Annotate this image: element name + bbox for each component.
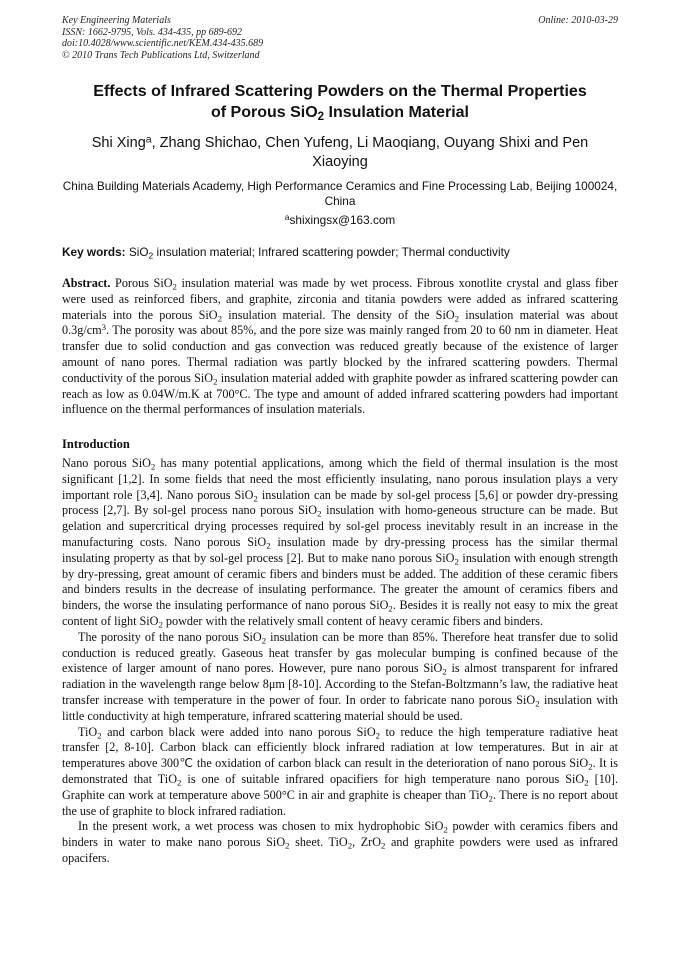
text-run: The porosity of the nano porous SiO bbox=[78, 629, 262, 644]
text-run: a bbox=[145, 134, 152, 146]
text-run: 2 bbox=[381, 840, 386, 851]
paragraph bbox=[62, 819, 618, 866]
text-run: is one of suitable infrared opacifiers for high temperature nano porous SiO bbox=[181, 771, 585, 786]
text-run: 2 bbox=[177, 777, 182, 788]
text-run: insulation material added with graphite powder as infrared scattering powder can reach as low as 0.04W/m.K at 700°C. The type and amount of added infrared scattering powders had important influence on the thermal performances of insulation materials. bbox=[62, 370, 618, 417]
text-run: 2 bbox=[261, 635, 267, 646]
text-run: . It is demonstrated that TiO bbox=[62, 756, 618, 786]
text-run: 2 bbox=[347, 840, 353, 851]
text-run: and graphite powders were used as infrared opacifers. bbox=[62, 835, 618, 865]
text-run: to reduce the high temperature radiative heat transfer [2, 8-10]. Carbon black can efficiently block infrared radiation at low temperatures. But in air at temperatures above 300℃ the oxidation of carbon black can result in the deterioration of nano porous SiO bbox=[62, 724, 618, 771]
title-line-2 bbox=[62, 102, 618, 123]
text-run: 2 bbox=[285, 840, 290, 851]
text-run: 2 bbox=[150, 461, 156, 472]
text-run: insulation material. The density of the SiO bbox=[222, 307, 455, 322]
abstract-label: Abstract. bbox=[62, 276, 111, 290]
text-run: 2 bbox=[535, 698, 540, 709]
text-run: Nano porous SiO bbox=[62, 456, 151, 470]
introduction-body bbox=[62, 456, 618, 867]
text-run: 2 bbox=[454, 556, 459, 567]
text-run: of Porous SiO bbox=[211, 104, 318, 121]
doi-line: doi:10.4028/www.scientific.net/KEM.434-435.689 bbox=[62, 38, 264, 50]
text-run: 2 bbox=[584, 777, 589, 788]
text-run: a bbox=[284, 212, 290, 223]
text-run: , ZrO bbox=[352, 835, 382, 850]
text-run: In the present work, a wet process was chosen to mix hydrophobic SiO bbox=[78, 819, 444, 834]
text-run: sheet. TiO bbox=[289, 835, 348, 850]
text-run: insulation material was made by wet process. Fibrous xonotlite crystal and glass fiber were used as reinforced fibers, and graphite, zirconia and titania powders were added as infrared scattering materials into the porous SiO bbox=[62, 276, 618, 322]
text-run: powder with ceramics fibers and binders in water to make nano porous SiO bbox=[62, 819, 618, 850]
text-run: 2 bbox=[375, 730, 381, 740]
text-run: TiO bbox=[78, 724, 98, 739]
text-run: is almost transparent for infrared radiation in the wavelength range below 8μm [8-10]. According to the Stefan-Boltzmann’s law, the radiative heat transfer increase with temperature in the power of four. In order to fabricate nano porous SiO bbox=[62, 661, 618, 707]
text-run: 2 bbox=[454, 313, 460, 324]
journal-name: Key Engineering Materials bbox=[62, 15, 171, 26]
text-run: insulation material; Infrared scattering powder; Thermal conductivity bbox=[153, 245, 510, 259]
author-first: Shi Xing bbox=[91, 135, 146, 151]
text-run: shixingsx@163.com bbox=[289, 213, 396, 227]
text-run: 2 bbox=[317, 111, 325, 124]
text-run: Insulation Material bbox=[324, 104, 469, 121]
journal-header bbox=[62, 15, 618, 61]
keywords bbox=[62, 245, 618, 260]
text-run: insulation with little conductivity at high temperature, infrared scattering material should be used. bbox=[62, 692, 619, 723]
text-run: 2 bbox=[588, 761, 593, 772]
text-run: insulation material was about 0.3g/cm bbox=[62, 307, 618, 338]
text-run: 2 bbox=[148, 250, 154, 261]
paper-title bbox=[62, 81, 618, 123]
text-run: has many potential applications, among which the field of thermal insulation is the most significant [1,2]. In some fields that need the most efficiently insulating, nano porous insulation plays a very important role [3,4]. Nano porous SiO bbox=[62, 456, 619, 502]
copyright-line: © 2010 Trans Tech Publications Ltd, Switzerland bbox=[62, 49, 260, 61]
text-run: 2 bbox=[172, 281, 177, 292]
paragraph bbox=[62, 630, 618, 725]
online-date: Online: 2010-03-29 bbox=[538, 15, 618, 26]
text-run: 2 bbox=[253, 493, 258, 504]
text-run: 2 bbox=[217, 313, 222, 324]
text-run: . Besides it is really not easy to mix the great content of light SiO bbox=[62, 598, 618, 628]
text-run: 2 bbox=[158, 619, 163, 630]
paragraph bbox=[62, 456, 618, 630]
issn-line: ISSN: 1662-9795, Vols. 434-435, pp 689-692 bbox=[62, 26, 242, 38]
text-run: Porous SiO bbox=[110, 276, 173, 290]
text-run: and carbon black were added into nano porous SiO bbox=[101, 724, 376, 739]
text-run: 2 bbox=[443, 824, 448, 835]
text-run: insulation with homo-geneous structure can be made. But gelation and supercritical drying processes required by sol-gel process inevitably result in an increase in the manufacturing costs. Nano porous SiO bbox=[62, 503, 618, 549]
text-run: powder with the relatively small content of heavy ceramic fibers and binders. bbox=[162, 613, 543, 628]
text-run: 2 bbox=[266, 540, 271, 551]
text-run: insulation with enough strength by dry-pressing, great amount of ceramic fibers and binders must be added. The addition of these ceramic fibers and binders results in the decrease of insulating performance. The greater the amount of ceramics fibers and binders, the worse the insulating performance of nano porous SiO bbox=[62, 550, 618, 613]
title-line-1: Effects of Infrared Scattering Powders on the Thermal Properties bbox=[93, 83, 587, 100]
text-run: [10]. Graphite can work at temperature above 500°C in air and graphite is cheaper than TiO bbox=[62, 771, 618, 802]
text-run: SiO bbox=[125, 245, 149, 259]
text-run: 2 bbox=[442, 666, 447, 677]
text-run: 2 bbox=[488, 793, 493, 804]
text-run: 2 bbox=[317, 508, 322, 519]
text-run: 2 bbox=[213, 376, 218, 387]
text-run: 3 bbox=[101, 322, 106, 333]
affiliation: China Building Materials Academy, High Performance Ceramics and Fine Processing Lab, Beijing 100024, China bbox=[62, 179, 618, 208]
author-rest: , Zhang Shichao, Chen Yufeng, Li Maoqiang, Ouyang Shixi and Pen Xiaoying bbox=[151, 135, 589, 170]
text-run: insulation can be more than 85%. Therefore heat transfer due to solid conduction is reduced greatly. Gaseous heat transfer by gas molecular bumping is confined because of the existence of larger amount of nano pores. However, pure nano porous SiO bbox=[62, 629, 618, 676]
abstract bbox=[62, 276, 618, 418]
author-list bbox=[62, 134, 618, 172]
keywords-label: Key words: bbox=[62, 245, 126, 259]
author-email bbox=[62, 213, 618, 228]
paragraph bbox=[62, 725, 618, 820]
text-run: insulation made by dry-pressing process has the similar thermal insulating property as that by sol-gel process [2]. But to make nano porous SiO bbox=[62, 534, 618, 565]
text-run: . The porosity was about 85%, and the pore size was mainly ranged from 20 to 60 nm in diameter. Heat transfer due to solid conduction and gas convection was reduced greatly because of the existence of larger amount of nano pores. Thermal radiation was partly blocked by the infrared scattering powders. Thermal conductivity of the porous SiO bbox=[62, 323, 618, 385]
text-run: insulation can be made by sol-gel process [5,6] or powder dry-pressing process [2,7]. By sol-gel process nano porous SiO bbox=[62, 487, 618, 518]
text-run: 2 bbox=[97, 730, 102, 740]
text-run: 2 bbox=[388, 603, 393, 614]
text-run: . There is no report about the use of graphite to block infrared radiation. bbox=[62, 787, 618, 818]
section-heading-introduction: Introduction bbox=[62, 437, 130, 451]
